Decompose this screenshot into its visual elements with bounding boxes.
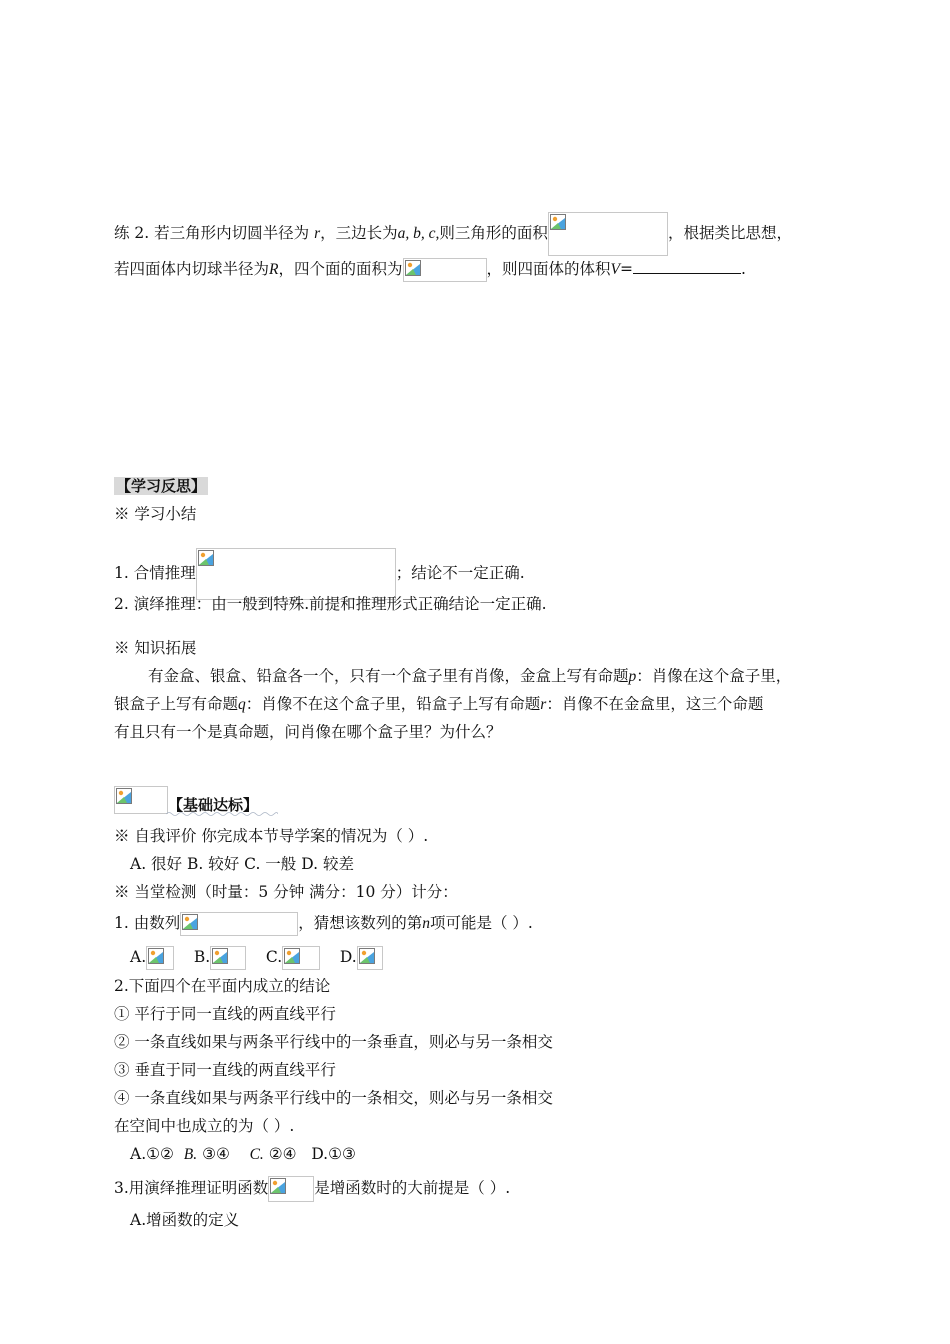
question-2-item-1: ① 平行于同一直线的两直线平行 xyxy=(114,1005,336,1023)
question-2-item-2: ② 一条直线如果与两条平行线中的一条垂直，则必与另一条相交 xyxy=(114,1033,553,1051)
exercise-2-line-1: 练 2. 若三角形内切圆半径为 r，三边长为a, b, c,则三角形的面积 ，根据类比思想， xyxy=(114,212,792,256)
option-d-image[interactable] xyxy=(357,946,383,970)
self-evaluation-options: A. 很好 B. 较好 C. 一般 D. 较差 xyxy=(130,855,354,873)
option-a-image[interactable] xyxy=(146,946,174,970)
question-2-item-4: ④ 一条直线如果与两条平行线中的一条相交，则必与另一条相交 xyxy=(114,1089,553,1107)
wavy-underline xyxy=(166,811,278,817)
option-b-image[interactable] xyxy=(210,946,246,970)
formula-image-placeholder xyxy=(403,258,487,282)
broken-image-icon xyxy=(182,914,198,930)
broken-image-icon xyxy=(550,214,566,230)
formula-image-placeholder xyxy=(548,212,668,256)
question-2-stem: 2.下面四个在平面内成立的结论 xyxy=(114,977,331,995)
question-2-tail: 在空间中也成立的为（ ）. xyxy=(114,1117,295,1135)
extension-text-line-3: 有且只有一个是真命题，问肖像在哪个盒子里？为什么？ xyxy=(114,723,502,741)
summary-item-2: 2. 演绎推理：由一般到特殊.前提和推理形式正确结论一定正确. xyxy=(114,595,547,613)
question-3-option-a: A.增函数的定义 xyxy=(130,1211,240,1229)
function-image-placeholder xyxy=(268,1176,314,1202)
question-2-options: A.①② B. ③④ C. ②④ D.①③ xyxy=(130,1145,356,1163)
extension-text-line-2: 银盒子上写有命题q：肖像不在这个盒子里，铅盒子上写有命题r：肖像不在金盒里，这三个命题 xyxy=(114,695,764,713)
broken-image-icon xyxy=(198,550,214,566)
formula-image-placeholder xyxy=(196,548,396,600)
header-image-placeholder xyxy=(114,786,168,814)
broken-image-icon xyxy=(359,948,375,964)
broken-image-icon xyxy=(405,260,421,276)
summary-heading: ※ 学习小结 xyxy=(114,505,197,523)
option-c-image[interactable] xyxy=(282,946,320,970)
question-1: 1. 由数列 ，猜想该数列的第n项可能是（ ）. xyxy=(114,912,533,936)
section-title-basics: 【基础达标】 xyxy=(168,796,259,814)
broken-image-icon xyxy=(212,948,228,964)
broken-image-icon xyxy=(148,948,164,964)
broken-image-icon xyxy=(116,788,132,804)
question-2-item-3: ③ 垂直于同一直线的两直线平行 xyxy=(114,1061,336,1079)
question-3: 3.用演绎推理证明函数 是增函数时的大前提是（ ）. xyxy=(114,1176,510,1202)
question-1-options: A. B. C. D. xyxy=(130,946,383,970)
broken-image-icon xyxy=(284,948,300,964)
extension-heading: ※ 知识拓展 xyxy=(114,639,197,657)
self-evaluation: ※ 自我评价 你完成本节导学案的情况为（ ）. xyxy=(114,827,429,845)
broken-image-icon xyxy=(270,1178,286,1194)
basics-header xyxy=(114,786,258,814)
section-title-reflection: 【学习反思】 xyxy=(116,477,207,495)
sequence-image-placeholder xyxy=(180,912,298,936)
answer-blank[interactable] xyxy=(633,259,741,274)
summary-item-1: 1. 合情推理 ；结论不一定正确. xyxy=(114,548,525,600)
extension-text-line-1: 有金盒、银盒、铅盒各一个，只有一个盒子里有肖像，金盒上写有命题p：肖像在这个盒子里， xyxy=(148,667,792,685)
exercise-2-line-2: 若四面体内切球半径为R，四个面的面积为 ，则四面体的体积V= . xyxy=(114,258,746,282)
check-heading: ※ 当堂检测（时量：5 分钟 满分：10 分）计分： xyxy=(114,883,458,901)
